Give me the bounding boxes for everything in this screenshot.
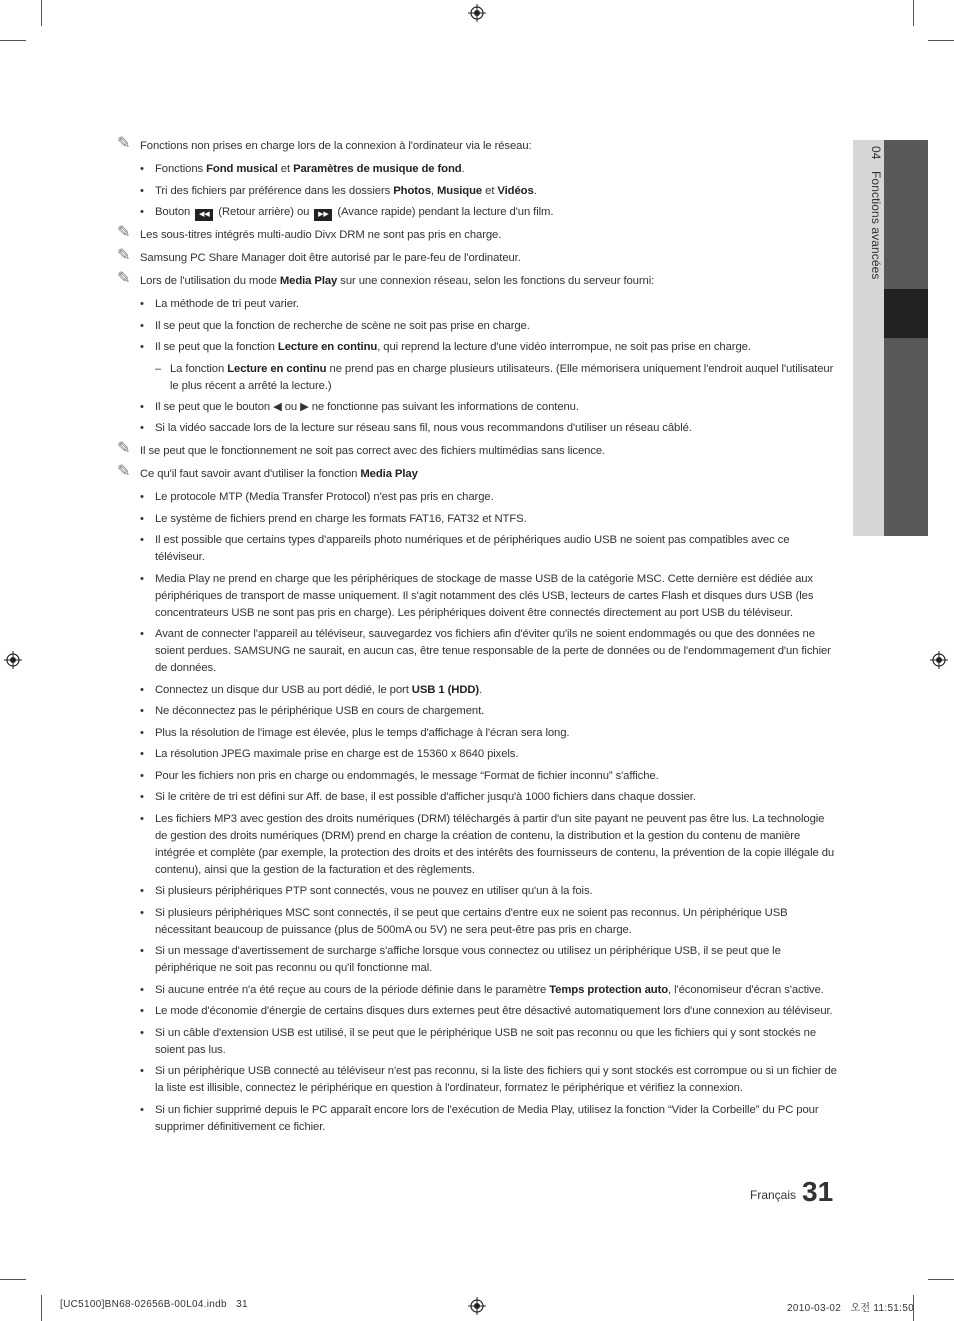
list-item bbox=[117, 339, 839, 356]
bullet-marker: • bbox=[140, 400, 144, 413]
bullet-marker: • bbox=[140, 1026, 144, 1039]
chapter-tab-active bbox=[884, 289, 928, 338]
bullet-marker: • bbox=[140, 945, 144, 957]
text-run: et bbox=[277, 163, 294, 175]
note bbox=[117, 440, 839, 460]
text-run: , qui reprend la lecture d'une vidéo interrompue, ne soit pas prise en charge. bbox=[377, 341, 751, 353]
list-item bbox=[117, 1102, 839, 1136]
bullet-marker: • bbox=[140, 572, 144, 585]
crop-mark bbox=[0, 1279, 26, 1280]
list-item bbox=[117, 703, 839, 720]
menu-term: Paramètres de musique de fond bbox=[293, 163, 462, 175]
note bbox=[117, 463, 839, 483]
list-item bbox=[117, 1003, 839, 1020]
note bbox=[117, 270, 839, 290]
text-run: ne prend pas en charge plusieurs utilisateurs. (Elle mémorisera uniquement l'endroit auquel l'utilisateur le plus récent a arrêté la lecture.) bbox=[170, 362, 834, 392]
text-run: La fonction bbox=[170, 362, 228, 375]
fast-forward-icon: ▶▶ bbox=[314, 209, 332, 221]
list-item bbox=[117, 883, 839, 900]
menu-term: Media Play bbox=[360, 468, 418, 480]
crop-mark bbox=[41, 0, 42, 26]
text-run: Plus la résolution de l'image est élevée, plus le temps d'affichage à l'écran sera long. bbox=[155, 726, 570, 739]
list-item bbox=[117, 489, 839, 506]
text-run: Avant de connecter l'appareil au téléviseur, sauvegardez vos fichiers afin d'éviter qu'ils ne soient endommagés ou que des données ne soient perdues. SAMSUNG ne saurait, en aucun cas, être tenue responsable de la perte de données ou de l'endommagement d'un fichier de données. bbox=[155, 628, 831, 674]
text-run: Bouton bbox=[155, 206, 194, 218]
bullet-marker: • bbox=[140, 885, 144, 897]
text-run: Si un câble d'extension USB est utilisé, il se peut que le périphérique USB ne soit pas reconnu ou que les fichiers qui y sont stockés ne soient pas lus. bbox=[155, 1026, 817, 1056]
menu-term: Temps protection auto bbox=[549, 983, 669, 996]
chapter-title: Fonctions avancées bbox=[869, 171, 883, 280]
text-run: Si plusieurs périphériques PTP sont connectés, vous ne pouvez en utiliser qu'un à la fois. bbox=[155, 885, 593, 897]
bullet-marker: • bbox=[140, 1065, 144, 1077]
chapter-number: 04 bbox=[869, 146, 883, 160]
list-item bbox=[117, 161, 839, 178]
bullet-marker: • bbox=[140, 491, 144, 503]
text-run: . bbox=[461, 163, 465, 175]
text-run: . bbox=[479, 683, 483, 696]
list-item bbox=[117, 746, 839, 763]
note bbox=[117, 247, 839, 267]
rewind-icon: ◀◀ bbox=[195, 209, 213, 221]
list-item bbox=[117, 626, 839, 677]
bullet-marker: • bbox=[140, 534, 144, 546]
bullet-marker: • bbox=[140, 748, 144, 760]
bullet-marker: • bbox=[140, 983, 144, 996]
text-run: Connectez un disque dur USB au port dédié, le port bbox=[155, 683, 412, 696]
bullet-marker: • bbox=[140, 184, 144, 197]
text-run: Si un fichier supprimé depuis le PC apparaît encore lors de l'exécution de Media Play, utilisez la fonction “Vider la Corbeille” du PC pour supprimer définitivement ce fichier. bbox=[155, 1103, 819, 1133]
text-run: Si un message d'avertissement de surcharge s'affiche lorsque vous connectez ou utilisez un périphérique USB, il se peut que le périphérique ne soit pas reconnu ou qu'il fonctionne mal. bbox=[155, 945, 781, 974]
bullet-marker: • bbox=[140, 206, 144, 218]
text-run: Le système de fichiers prend en charge les formats FAT16, FAT32 et NTFS. bbox=[155, 512, 527, 525]
text-run: Si la vidéo saccade lors de la lecture sur réseau sans fil, nous vous recommandons d'utiliser un réseau câblé. bbox=[155, 422, 692, 434]
bullet-marker: • bbox=[140, 422, 144, 434]
text-run: (Retour arrière) ou bbox=[215, 206, 313, 218]
note-pencil-icon: ✎ bbox=[117, 224, 131, 241]
crop-mark bbox=[928, 1279, 954, 1280]
text-run: Ne déconnectez pas le périphérique USB en cours de chargement. bbox=[155, 705, 485, 717]
text-run: Il est possible que certains types d'appareils photo numériques et de périphériques audio USB ne soient pas compatibles avec ce téléviseur. bbox=[155, 534, 790, 563]
menu-term: Media Play bbox=[279, 275, 338, 287]
registration-mark-icon bbox=[930, 651, 948, 669]
bullet-list bbox=[117, 296, 839, 437]
menu-term: Fond musical bbox=[206, 163, 278, 175]
note bbox=[117, 224, 839, 244]
bullet-marker: • bbox=[140, 512, 144, 525]
list-item bbox=[117, 982, 839, 999]
text-run: (Avance rapide) pendant la lecture d'un film. bbox=[334, 206, 554, 218]
bullet-marker: • bbox=[140, 628, 144, 640]
text-run: Lors de l'utilisation du mode bbox=[140, 275, 280, 287]
list-item bbox=[117, 725, 839, 742]
menu-term: Lecture en continu bbox=[227, 362, 327, 375]
bullet-list bbox=[117, 161, 839, 221]
menu-term: USB 1 (HDD) bbox=[411, 683, 480, 696]
bullet-marker: • bbox=[140, 726, 144, 739]
text-run: Le protocole MTP (Media Transfer Protocol) n'est pas pris en charge. bbox=[155, 491, 494, 503]
text-run: La méthode de tri peut varier. bbox=[155, 298, 299, 310]
list-item bbox=[117, 1063, 839, 1097]
crop-mark bbox=[0, 40, 26, 41]
registration-mark-icon bbox=[4, 651, 22, 669]
text-run: Si un périphérique USB connecté au téléviseur n'est pas reconnu, si la liste des fichiers qui y sont stockés est corrompue ou si un fichier de la liste est illisible, connectez le périphérique en question à l'ordinateur, formatez le périphérique et vérifiez la connexion. bbox=[155, 1065, 837, 1094]
chapter-tab-dark-upper bbox=[884, 140, 928, 289]
chapter-label bbox=[855, 140, 883, 540]
menu-term: Vidéos bbox=[497, 184, 534, 197]
bullet-marker: • bbox=[140, 163, 144, 175]
text-run: et bbox=[482, 184, 498, 197]
menu-term: Musique bbox=[436, 184, 483, 197]
note-text: Fonctions non prises en charge lors de la connexion à l'ordinateur via le réseau: bbox=[140, 140, 532, 152]
bullet-marker: • bbox=[140, 705, 144, 717]
text-run: , l'économiseur d'écran s'active. bbox=[668, 983, 824, 996]
sub-note bbox=[117, 361, 839, 395]
text-run: Les fichiers MP3 avec gestion des droits numériques (DRM) téléchargés à partir d'un site payant ne peuvent pas être lus. La technologie de gestion des droits numériques (DRM) prend en charge la création de contenu, la distribution et la gestion du contenu de manière intégrée et complète (par exemple, la protection des droits et des intérêts des fournisseurs de contenu, la prévention de la copie illégale du contenu), ainsi que la gestion de la facturation et des règlements. bbox=[155, 812, 835, 876]
list-item bbox=[117, 532, 839, 566]
bullet-marker: • bbox=[140, 812, 144, 825]
text-run: Si plusieurs périphériques MSC sont connectés, il se peut que certains d'entre eux ne soient pas reconnus. Un périphérique USB nécessitant beaucoup de puissance (plus de 500mA ou 5V) ne sera peut-être pas pris en charge. bbox=[155, 906, 788, 936]
bullet-marker: • bbox=[140, 341, 144, 353]
list-item bbox=[117, 682, 839, 699]
bullet-marker: • bbox=[140, 1005, 144, 1017]
note-pencil-icon: ✎ bbox=[117, 463, 131, 480]
list-item bbox=[117, 789, 839, 806]
page-number: 31 bbox=[802, 1176, 834, 1207]
text-run: sur une connexion réseau, selon les fonctions du serveur fourni: bbox=[337, 275, 655, 287]
list-item bbox=[117, 296, 839, 313]
list-item bbox=[117, 571, 839, 622]
crop-mark bbox=[41, 1295, 42, 1321]
note-text: Il se peut que le fonctionnement ne soit pas correct avec des fichiers multimédias sans licence. bbox=[140, 445, 606, 457]
text-run: Pour les fichiers non pris en charge ou endommagés, le message “Format de fichier inconnu” s'affiche. bbox=[155, 769, 659, 782]
text-run: Media Play ne prend en charge que les périphériques de stockage de masse USB de la catégorie MSC. Cette dernière est dédiée aux périphériques de transport de masse uniquement. Il s'agit notamment des clés USB, lecteurs de cartes Flash et disques durs USB (les concentrateurs USB ne sont pas pris en charge). Les périphériques doivent être connectés directement au port USB du téléviseur. bbox=[155, 572, 814, 619]
text-run: Il se peut que la fonction de recherche de scène ne soit pas prise en charge. bbox=[155, 319, 530, 332]
menu-term: Photos bbox=[393, 184, 431, 197]
text-run: , bbox=[430, 184, 437, 197]
list-item bbox=[117, 511, 839, 528]
text-run: La résolution JPEG maximale prise en charge est de 15360 x 8640 pixels. bbox=[155, 748, 519, 760]
dash-marker: – bbox=[155, 362, 162, 375]
note-text: Les sous-titres intégrés multi-audio Divx DRM ne sont pas pris en charge. bbox=[140, 229, 502, 241]
text-run: . bbox=[533, 184, 537, 197]
list-item bbox=[117, 399, 839, 416]
list-item bbox=[117, 1025, 839, 1059]
list-item bbox=[117, 943, 839, 977]
bullet-marker: • bbox=[140, 319, 144, 332]
list-item bbox=[117, 318, 839, 335]
note bbox=[117, 135, 839, 155]
note-pencil-icon: ✎ bbox=[117, 135, 131, 152]
list-item bbox=[117, 420, 839, 437]
list-item bbox=[117, 905, 839, 939]
list-item bbox=[117, 204, 839, 221]
note-pencil-icon: ✎ bbox=[117, 247, 131, 264]
chapter-tab-dark-lower bbox=[884, 338, 928, 536]
note-pencil-icon: ✎ bbox=[117, 270, 131, 287]
print-file-info: [UC5100]BN68-02656B-00L04.indb 31 bbox=[60, 1299, 248, 1310]
text-run: Si aucune entrée n'a été reçue au cours de la période définie dans le paramètre bbox=[155, 983, 550, 996]
list-item bbox=[117, 183, 839, 200]
main-content bbox=[117, 135, 839, 1142]
registration-mark-icon bbox=[468, 1297, 486, 1315]
bullet-marker: • bbox=[140, 791, 144, 803]
bullet-marker: • bbox=[140, 298, 144, 310]
crop-mark bbox=[928, 40, 954, 41]
print-date-info: 2010-03-02 오전 11:51:50 bbox=[787, 1303, 914, 1314]
text-run: Il se peut que la fonction bbox=[155, 341, 278, 353]
text-run: Ce qu'il faut savoir avant d'utiliser la fonction bbox=[140, 468, 361, 480]
bullet-list bbox=[117, 489, 839, 1136]
bullet-marker: • bbox=[140, 1103, 144, 1116]
registration-mark-icon bbox=[468, 4, 486, 22]
text-run: Tri des fichiers par préférence dans les dossiers bbox=[155, 184, 394, 197]
text-run: Il se peut que le bouton ◀ ou ▶ ne fonctionne pas suivant les informations de contenu. bbox=[155, 400, 579, 413]
note-pencil-icon: ✎ bbox=[117, 440, 131, 457]
menu-term: Lecture en continu bbox=[277, 341, 378, 353]
text-run: Le mode d'économie d'énergie de certains disques durs externes peut être désactivé automatiquement lors d'une connexion au téléviseur. bbox=[155, 1005, 833, 1017]
crop-mark bbox=[913, 0, 914, 26]
text-run: Fonctions bbox=[155, 163, 207, 175]
bullet-marker: • bbox=[140, 769, 144, 782]
bullet-marker: • bbox=[140, 683, 144, 696]
list-item bbox=[117, 811, 839, 879]
text-run: Si le critère de tri est défini sur Aff. de base, il est possible d'afficher jusqu'à 1000 fichiers dans chaque dossier. bbox=[155, 791, 696, 803]
list-item bbox=[117, 768, 839, 785]
footer-language: Français bbox=[750, 1188, 797, 1202]
bullet-marker: • bbox=[140, 906, 144, 919]
note-text: Samsung PC Share Manager doit être autorisé par le pare-feu de l'ordinateur. bbox=[140, 252, 521, 264]
